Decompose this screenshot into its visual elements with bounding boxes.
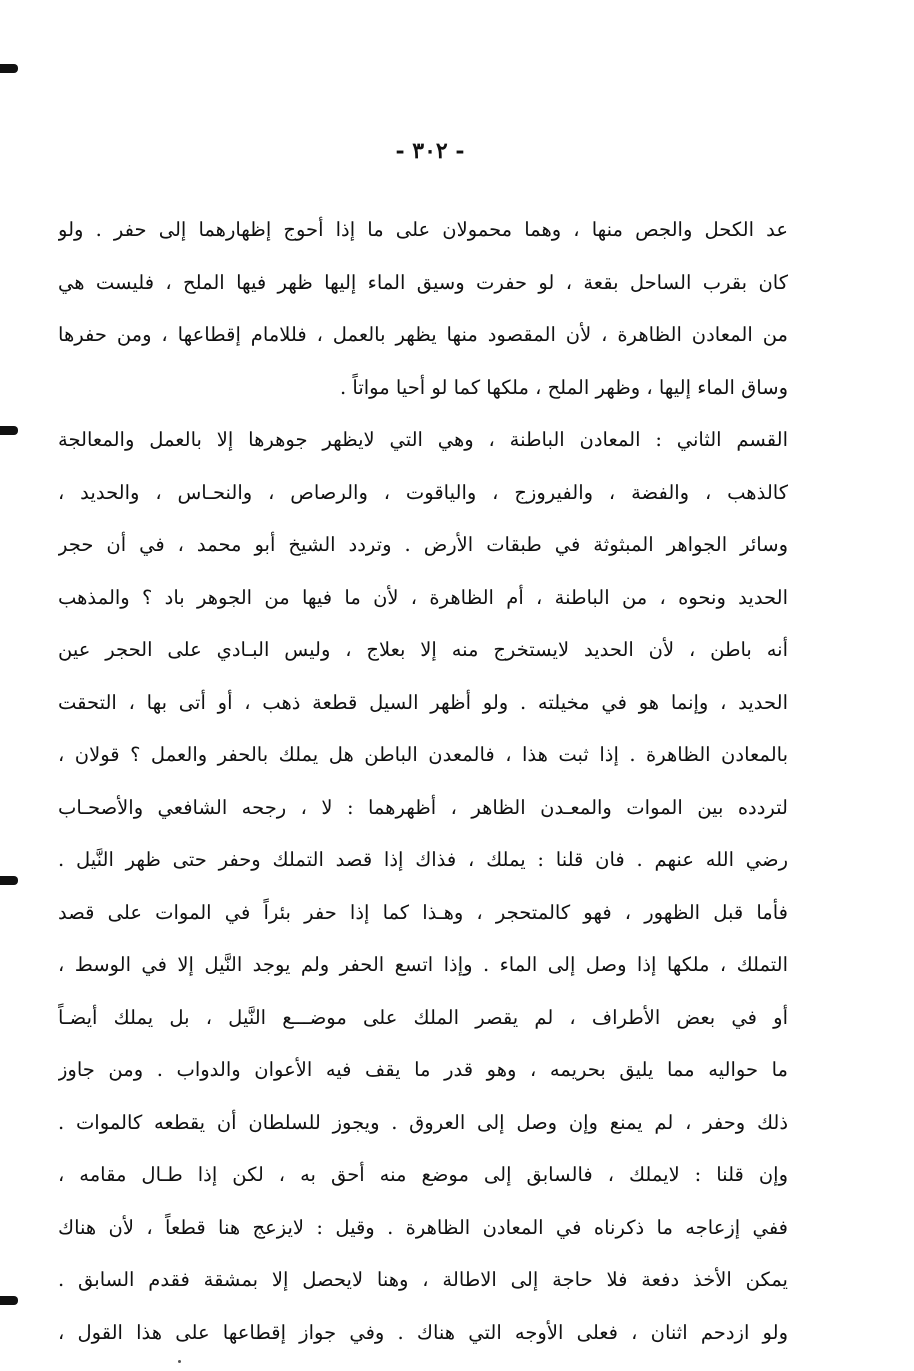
text-line: وإن قلنا : لايملك ، فالسابق إلى موضع منه أحق به ، لكن إذا طـال مقامه ،	[58, 1163, 788, 1186]
text-line: وساق الماء إليها ، وظهر الملح ، ملكها كما لو أحيا مواتاً .	[340, 375, 788, 399]
text-line: ولو ازدحم اثنان ، فعلى الأوجه التي هناك . وفي جواز إقطاعها على هذا القول ،	[58, 1320, 788, 1344]
text-line: من المعادن الظاهرة ، لأن المقصود منها يظهر بالعمل ، فللامام إقطاعها ، ومن حفرها	[58, 323, 788, 346]
margin-mark	[0, 876, 18, 885]
text-line: كان بقرب الساحل بقعة ، لو حفرت وسيق الماء إليها ظهر فيها الملح ، فليست هي	[58, 270, 788, 294]
text-line: لتردده بين الموات والمعـدن الظاهر ، أظهرهما : لا ، رجحه الشافعي والأصحـاب	[58, 795, 788, 819]
text-line: الحديد ونحوه ، من الباطنة ، أم الظاهرة ، لأن ما فيها من الجوهر باد ؟ والمذهب	[58, 585, 788, 609]
margin-mark	[0, 426, 18, 435]
text-line: القسم الثاني : المعادن الباطنة ، وهي التي لايظهر جوهرها إلا بالعمل والمعالجة	[58, 428, 788, 451]
text-line: يمكن الأخذ دفعة فلا حاجة إلى الاطالة ، وهنا لايحصل إلا بمشقة فقدم السابق .	[58, 1268, 788, 1291]
text-line: أنه باطن ، لأن الحديد لايستخرج منه إلا بعلاج ، وليس البـادي على الحجر عين	[58, 638, 788, 661]
text-line: وسائر الجواهر المبثوثة في طبقات الأرض . وتردد الشيخ أبو محمد ، في أن حجر	[58, 533, 788, 556]
text-line: الحديد ، وإنما هو في مخيلته . ولو أظهر السيل قطعة ذهب ، أو أتى بها ، التحقت	[58, 690, 788, 714]
text-line: التملك ، ملكها إذا وصل إلى الماء . وإذا اتسع الحفر ولم يوجد النَّيل إلا في الوسط ،	[58, 953, 788, 976]
text-line: بالمعادن الظاهرة . إذا ثبت هذا ، فالمعدن الباطن هل يملك بالحفر والعمل ؟ قولان ،	[58, 743, 788, 766]
body-text	[58, 204, 788, 1359]
text-line: ما حواليه مما يليق بحريمه ، وهو قدر ما يقف فيه الأعوان والدواب . ومن جاوز	[58, 1058, 788, 1081]
text-line: فأما قبل الظهور ، فهو كالمتحجر ، وهـذا كما إذا حفر بئراً في الموات على قصد	[58, 900, 788, 924]
text-line: ذلك وحفر ، لم يمنع وإن وصل إلى العروق . ويجوز للسلطان أن يقطعه كالموات .	[58, 1110, 788, 1134]
text-line: ففي إزعاجه ما ذكرناه في المعادن الظاهرة . وقيل : لايزعج هنا قطعاً ، لأن هناك	[58, 1215, 788, 1239]
margin-mark	[0, 64, 18, 73]
text-line: رضي الله عنهم . فان قلنا : يملك ، فذاك إذا قصد التملك وحفر حتى ظهر النَّيل .	[58, 848, 788, 871]
text-line: أو في بعض الأطراف ، لم يقصر الملك على موضـــع النَّيل ، بل يملك أيضـاً	[58, 1005, 788, 1029]
scan-speck	[178, 1360, 181, 1363]
margin-mark	[0, 1296, 18, 1305]
page-number: - ٣٠٢ -	[395, 138, 465, 164]
text-line: عد الكحل والجص منها ، وهما محمولان على ما إذا أحوج إظهارهما إلى حفر . ولو	[58, 218, 788, 241]
text-line: كالذهب ، والفضة ، والفيروزج ، والياقوت ، والرصاص ، والنحـاس ، والحديد ،	[58, 480, 788, 504]
